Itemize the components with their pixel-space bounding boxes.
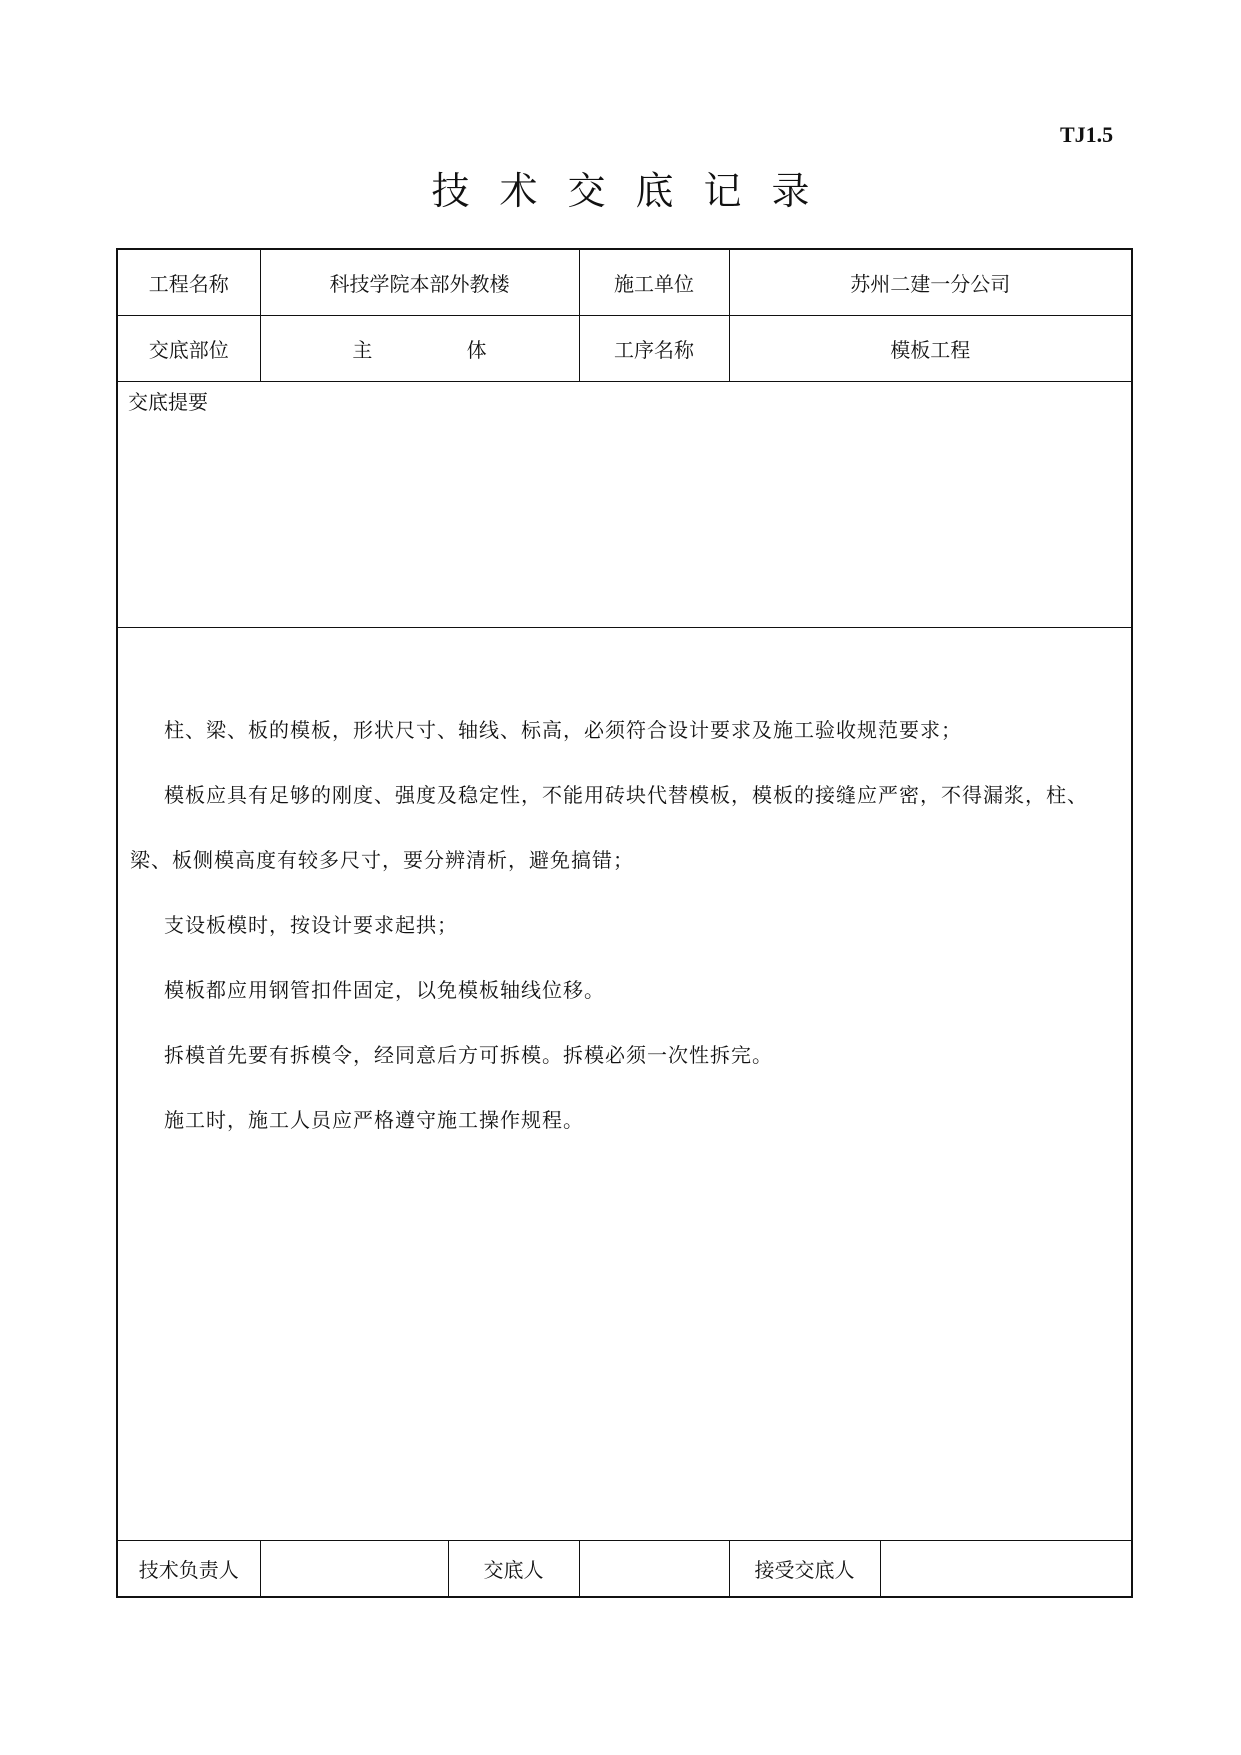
paragraph: 柱、梁、板的模板，形状尺寸、轴线、标高，必须符合设计要求及施工验收规范要求； [164, 718, 962, 743]
summary-cell [117, 382, 1132, 628]
project-name-label: 工程名称 [117, 249, 260, 315]
summary-label: 交底提要 [128, 390, 208, 415]
paragraph: 模板都应用钢管扣件固定，以免模板轴线位移。 [164, 978, 605, 1003]
paragraph: 施工时，施工人员应严格遵守施工操作规程。 [164, 1108, 584, 1133]
process-value: 模板工程 [729, 315, 1132, 381]
contractor-label: 施工单位 [579, 249, 729, 315]
paragraph: 支设板模时，按设计要求起拱； [164, 913, 458, 938]
project-row [117, 249, 1132, 315]
briefing-content [118, 628, 1131, 1153]
tech-lead-label: 技术负责人 [117, 1541, 260, 1597]
contractor-value: 苏州二建一分公司 [729, 249, 1132, 315]
paragraph: 拆模首先要有拆模令，经同意后方可拆模。拆模必须一次性拆完。 [164, 1043, 773, 1068]
paragraph: 模板应具有足够的刚度、强度及稳定性，不能用砖块代替模板，模板的接缝应严密，不得漏浆，柱、梁、板侧模高度有较多尺寸，要分辨清析，避免搞错； [130, 783, 1088, 873]
content-row [117, 628, 1132, 1541]
project-name-value: 科技学院本部外教楼 [260, 249, 579, 315]
tech-lead-field[interactable] [260, 1541, 448, 1597]
briefer-field[interactable] [579, 1541, 729, 1597]
receiver-label: 接受交底人 [729, 1541, 880, 1597]
receiver-field[interactable] [880, 1541, 1132, 1597]
briefer-label: 交底人 [448, 1541, 579, 1597]
document-title: 技术交底记录 [431, 169, 840, 213]
document-code: TJ1.5 [1060, 122, 1114, 147]
content-cell [117, 628, 1132, 1541]
part-value: 主 体 [260, 315, 579, 381]
signature-row [117, 1541, 1132, 1597]
part-label: 交底部位 [117, 315, 260, 381]
summary-row [117, 382, 1132, 628]
process-label: 工序名称 [579, 315, 729, 381]
briefing-form [116, 248, 1133, 1598]
part-row [117, 315, 1132, 381]
